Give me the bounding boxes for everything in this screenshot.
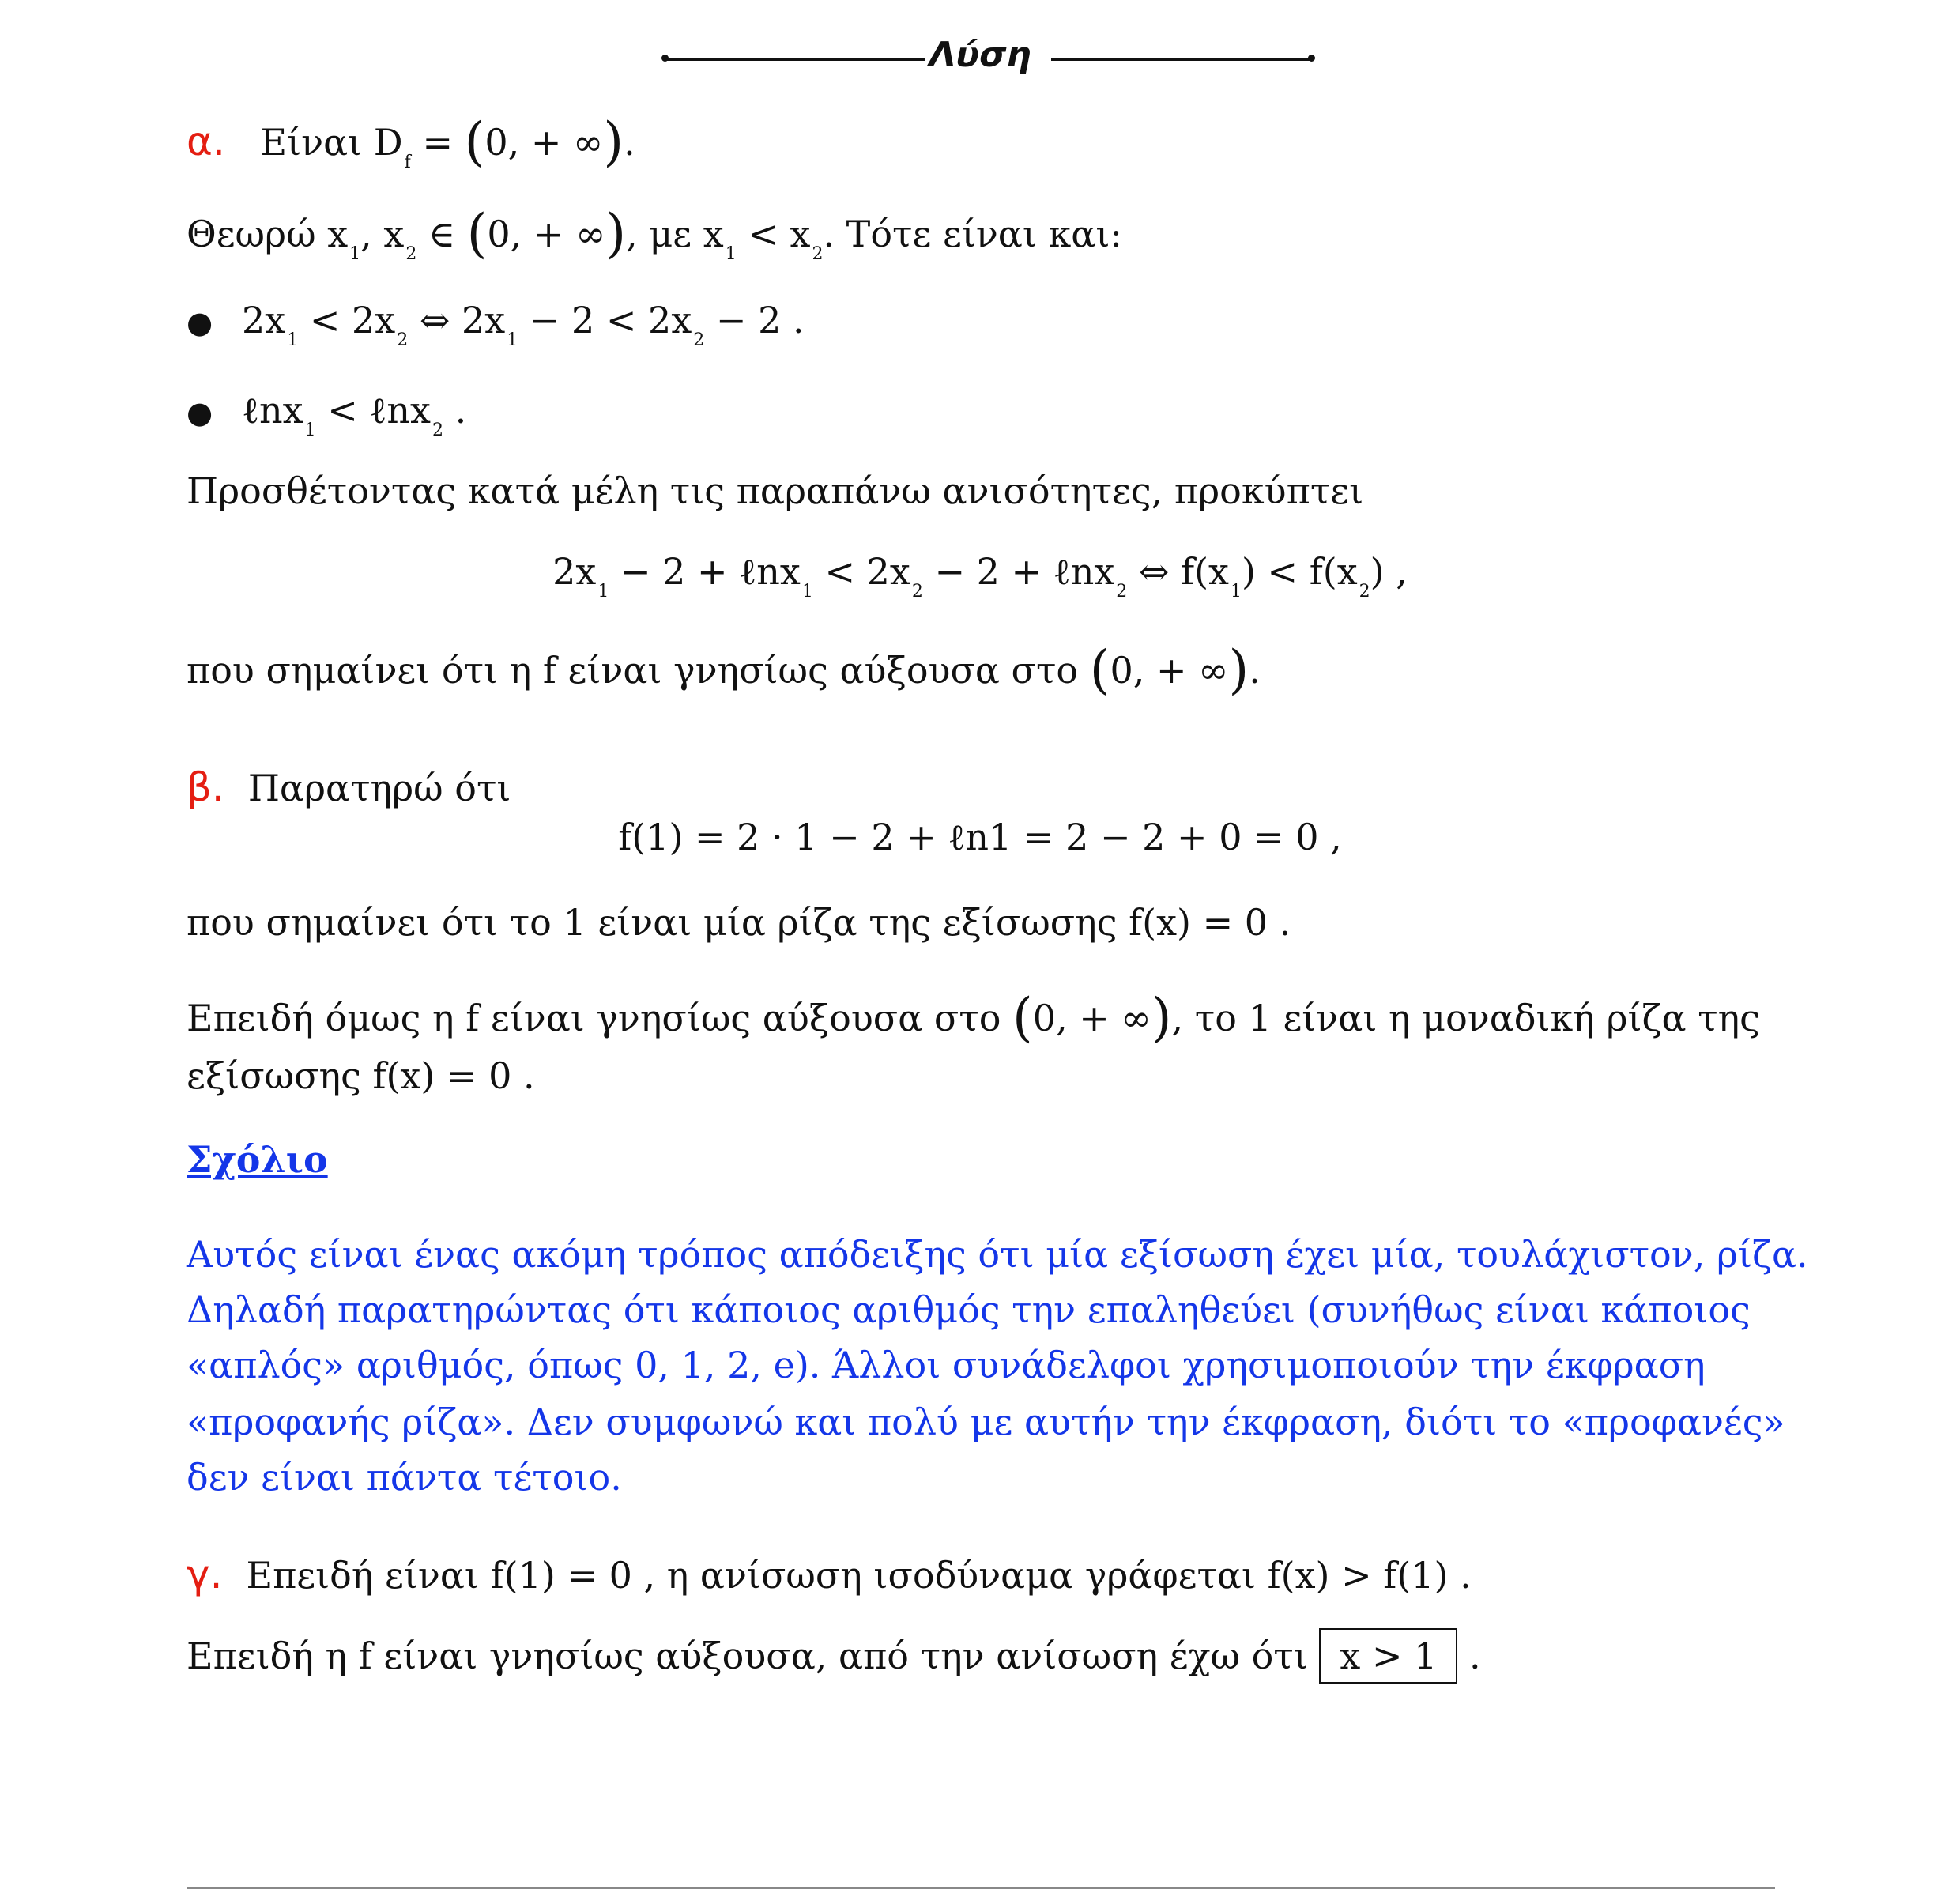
part-b-equation: f(1) = 2 · 1 − 2 + ℓn1 = 2 − 2 + 0 = 0 , [618,816,1342,858]
part-a-label: α. [187,119,225,164]
header-dot-right [1308,55,1315,62]
part-a-equation: $2x_1 - 2$ + ℓnx$_1$ < $2x_2 - 2$ + ℓnx$_2$ ⇔ $f(x_1) < f(x_2)$ , [552,550,1408,601]
part-a-adding: Προσθέτοντας κατά μέλη τις παραπάνω ανισότητες, προκύπτει [187,469,1364,512]
part-b-observe: β. Παρατηρώ ότι [187,764,511,810]
part-a-conclusion: που σημαίνει ότι η f είναι γνησίως αύξουσα στο (0, + ∞). [187,639,1261,700]
part-a-consider: Θεωρώ $x_1$, $x_2$ ∈ (0, + ∞), με $x_1 < x_2$. Τότε είναι και: [187,203,1122,264]
part-b-unique-cont: εξίσωσης f(x) = 0 . [187,1054,535,1097]
comment-line: «προφανής ρίζα». Δεν συμφωνώ και πολύ με αυτήν την έκφραση, διότι το «προφανές» [187,1401,1785,1443]
part-a-domain: α. Είναι $D_f = (0$, + ∞). [187,111,635,172]
part-c-line1: γ. Επειδή είναι f(1) = 0 , η ανίσωση ισοδύναμα γράφεται f(x) > f(1) . [187,1552,1472,1597]
comment-line: δεν είναι πάντα τέτοιο. [187,1456,622,1499]
part-b-unique: Επειδή όμως η f είναι γνησίως αύξουσα στο (0, + ∞), το 1 είναι η μοναδική ρίζα της [187,987,1760,1048]
answer-box: x > 1 [1319,1628,1457,1684]
bullet-icon: ● [187,395,213,430]
bullet-item-2: ● ℓnx$_1$ < ℓnx$_2$ . [187,389,467,440]
footer-rule [187,1887,1775,1889]
part-c-label: γ. [187,1552,223,1597]
header-title: Λύση [929,35,1031,75]
part-c-line2: Επειδή η f είναι γνησίως αύξουσα, από την ανίσωση έχω ότι x > 1 . [187,1635,1481,1678]
bullet-item-1: ● $2x_1 < 2x_2$ ⇔ $2x_1 - 2 < 2x_2 - 2$ . [187,299,805,350]
comment-title: Σχόλιο [187,1138,328,1181]
comment-line: Αυτός είναι ένας ακόμη τρόπος απόδειξης ότι μία εξίσωση έχει μία, τουλάχιστον, ρίζα. [187,1233,1808,1276]
part-b-root: που σημαίνει ότι το 1 είναι μία ρίζα της εξίσωσης f(x) = 0 . [187,901,1291,944]
header-rule-right [1051,58,1310,61]
comment-line: Δηλαδή παρατηρώντας ότι κάποιος αριθμός την επαληθεύει (συνήθως είναι κάποιος [187,1288,1751,1331]
part-b-label: β. [187,764,224,810]
bullet-icon: ● [187,305,213,340]
comment-line: «απλός» αριθμός, όπως 0, 1, 2, e). Άλλοι συνάδελφοι χρησιμοποιούν την έκφραση [187,1344,1706,1386]
